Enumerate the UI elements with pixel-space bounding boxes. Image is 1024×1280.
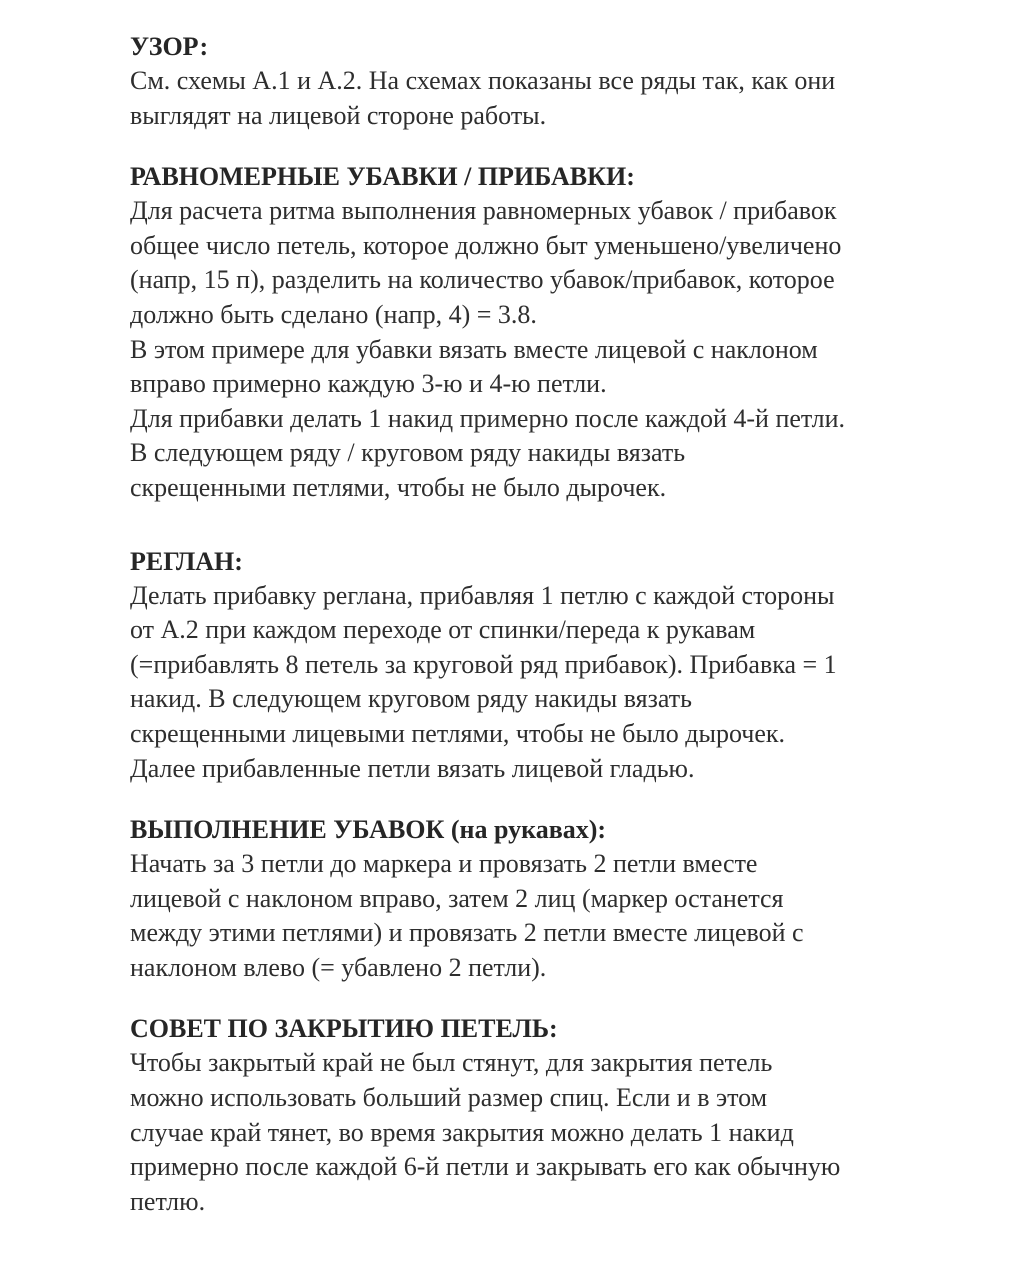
body-line: В этом примере для убавки вязать вместе лицевой с наклоном <box>130 334 818 364</box>
body-line: Для прибавки делать 1 накид примерно после каждой 4-й петли. <box>130 403 846 433</box>
section-heading: СОВЕТ ПО ЗАКРЫТИЮ ПЕТЕЛЬ: <box>130 1014 558 1044</box>
body-line: скрещенными петлями, чтобы не было дырочек. <box>130 472 667 502</box>
body-line: можно использовать больший размер спиц. Если и в этом <box>130 1083 768 1113</box>
body-line: общее число петель, которое должно быт уменьшено/увеличено <box>130 230 842 260</box>
section-heading: РАВНОМЕРНЫЕ УБАВКИ / ПРИБАВКИ: <box>130 162 635 192</box>
body-line: (напр, 15 п), разделить на количество убавок/прибавок, которое <box>130 265 835 295</box>
body-line: вправо примерно каждую 3-ю и 4-ю петли. <box>130 369 607 399</box>
body-line: наклоном влево (= убавлено 2 петли). <box>130 952 547 982</box>
body-line: между этими петлями) и провязать 2 петли вместе лицевой с <box>130 918 804 948</box>
section-heading: УЗОР: <box>130 32 209 61</box>
body-line: должно быть сделано (напр, 4) = 3.8. <box>130 299 537 329</box>
section-even-decreases-increases <box>130 160 914 505</box>
body-line: См. схемы А.1 и А.2. На схемах показаны все ряды так, как они <box>130 66 836 95</box>
body-line: Для расчета ритма выполнения равномерных убавок / прибавок <box>130 196 837 226</box>
body-line: выглядят на лицевой стороне работы. <box>130 100 547 130</box>
body-line: лицевой с наклоном вправо, затем 2 лиц (маркер останется <box>130 883 784 913</box>
body-line: Начать за 3 петли до маркера и провязать 2 петли вместе <box>130 849 758 879</box>
body-line: Делать прибавку реглана, прибавляя 1 петлю с каждой стороны <box>130 580 835 610</box>
body-line: от А.2 при каждом переходе от спинки/переда к рукавам <box>130 615 756 645</box>
section-sleeve-decreases <box>130 813 914 985</box>
section-raglan <box>130 545 914 787</box>
body-line: петлю. <box>130 1186 206 1216</box>
body-line: скрещенными лицевыми петлями, чтобы не было дырочек. <box>130 718 786 748</box>
section-heading: ВЫПОЛНЕНИЕ УБАВОК (на рукавах): <box>130 815 607 845</box>
body-line: Далее прибавленные петли вязать лицевой гладью. <box>130 753 695 783</box>
section-bind-off-tip <box>130 1012 914 1219</box>
body-line: Чтобы закрытый край не был стянут, для закрытия петель <box>130 1048 773 1078</box>
body-line: (=прибавлять 8 петель за круговой ряд прибавок). Прибавка = 1 <box>130 649 837 679</box>
body-line: случае край тянет, во время закрытия можно делать 1 накид <box>130 1117 794 1147</box>
body-line: примерно после каждой 6-й петли и закрывать его как обычную <box>130 1152 841 1182</box>
section-pattern <box>130 30 914 133</box>
body-line: накид. В следующем круговом ряду накиды вязать <box>130 684 692 714</box>
section-heading: РЕГЛАН: <box>130 546 243 576</box>
body-line: В следующем ряду / круговом ряду накиды вязать <box>130 438 686 468</box>
